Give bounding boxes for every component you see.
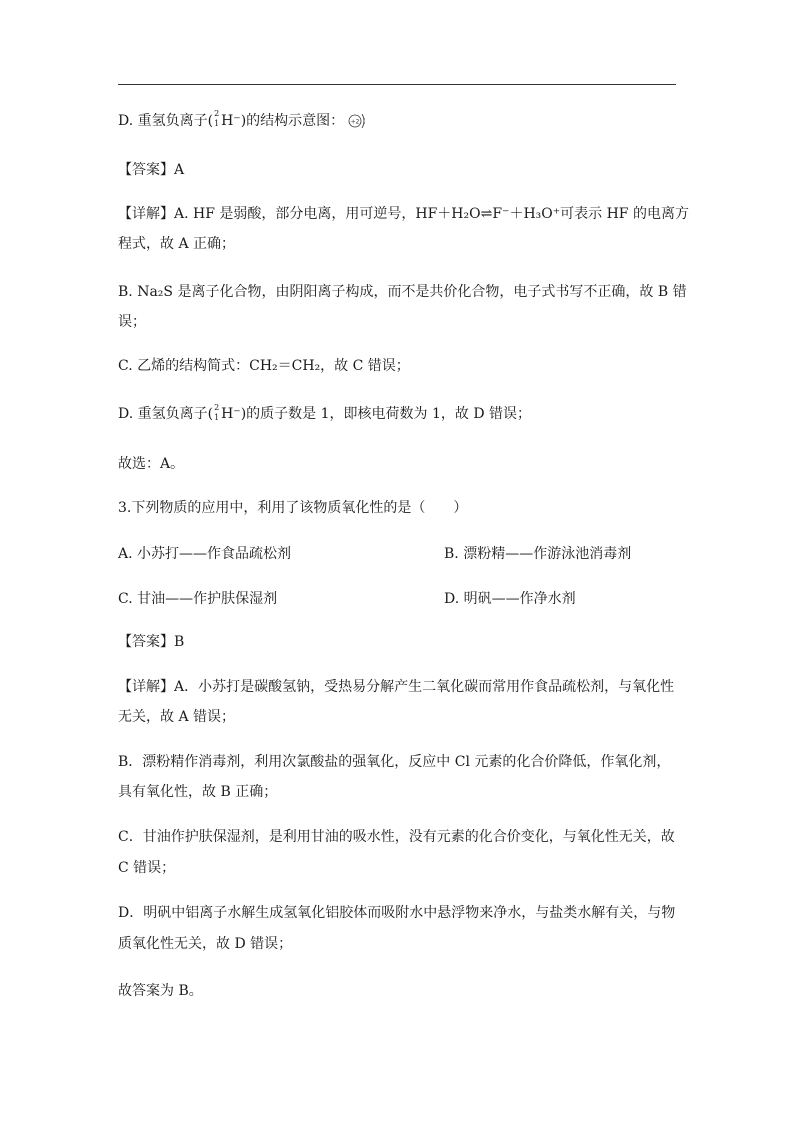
q3-detail-a-line2: 无关，故 A 错误； — [118, 709, 236, 725]
q2-answer: 【答案】A — [118, 162, 185, 178]
q2-detail-a-line1: 【详解】A. HF 是弱酸，部分电离，用可逆号，HF＋H₂O⇌F⁻＋H₃O⁺可表示 HF 的电离方 — [118, 206, 689, 222]
svg-text:+2: +2 — [350, 118, 360, 126]
q2-detail-a-line2: 程式，故 A 正确； — [118, 236, 236, 252]
q3-detail-b-line2: 具有氧化性，故 B 正确； — [118, 784, 278, 800]
q3-detail-c-line2: C 错误； — [118, 860, 176, 876]
q3-detail-d-line1: D．明矾中铝离子水解生成氢氧化铝胶体而吸附水中悬浮物来净水，与盐类水解有关，与物 — [118, 905, 676, 921]
q2-detail-b-line1: B. Na₂S 是离子化合物，由阴阳离子构成，而不是共价化合物，电子式书写不正确，故 B 错 — [118, 284, 687, 300]
q3-option-b: B. 漂粉精——作游泳池消毒剂 — [444, 546, 632, 562]
header-rule — [118, 84, 676, 85]
nuclide-notation: 2 1 — [214, 109, 220, 128]
q2-conclusion: 故选：A。 — [118, 456, 185, 472]
q3-detail-a-line1: 【详解】A．小苏打是碳酸氢钠，受热易分解产生二氧化碳而常用作食品疏松剂，与氧化性 — [118, 679, 675, 695]
q2-detail-b-line2: 误； — [118, 314, 146, 330]
q2-detail-c: C. 乙烯的结构简式：CH₂＝CH₂，故 C 错误； — [118, 358, 410, 374]
q3-detail-c-line1: C．甘油作护肤保湿剂，是利用甘油的吸水性，没有元素的化合价变化，与氧化性无关，故 — [118, 829, 675, 845]
q3-conclusion: 故答案为 B。 — [118, 983, 203, 999]
q3-option-c: C. 甘油——作护肤保湿剂 — [118, 591, 278, 607]
q3-option-d: D. 明矾——作净水剂 — [444, 591, 576, 607]
q3-stem: 3.下列物质的应用中，利用了该物质氧化性的是（ ） — [118, 500, 468, 516]
q3-detail-d-line2: 质氧化性无关，故 D 错误； — [118, 936, 293, 952]
q2-detail-d: D. 重氢负离子( 2 1 H⁻)的质子数是 1，即核电荷数为 1，故 D 错误； — [118, 403, 532, 422]
ion-structure-diagram-icon — [346, 110, 368, 132]
q2-option-d: D. 重氢负离子( 2 1 H⁻)的结构示意图： +2 — [118, 110, 368, 132]
q3-option-a: A. 小苏打——作食品疏松剂 — [118, 546, 292, 562]
q3-detail-b-line1: B．漂粉精作消毒剂，利用次氯酸盐的强氧化，反应中 Cl 元素的化合价降低，作氧化剂， — [118, 754, 671, 770]
q3-answer: 【答案】B — [118, 634, 185, 650]
nuclide-notation: 2 1 — [214, 403, 220, 422]
